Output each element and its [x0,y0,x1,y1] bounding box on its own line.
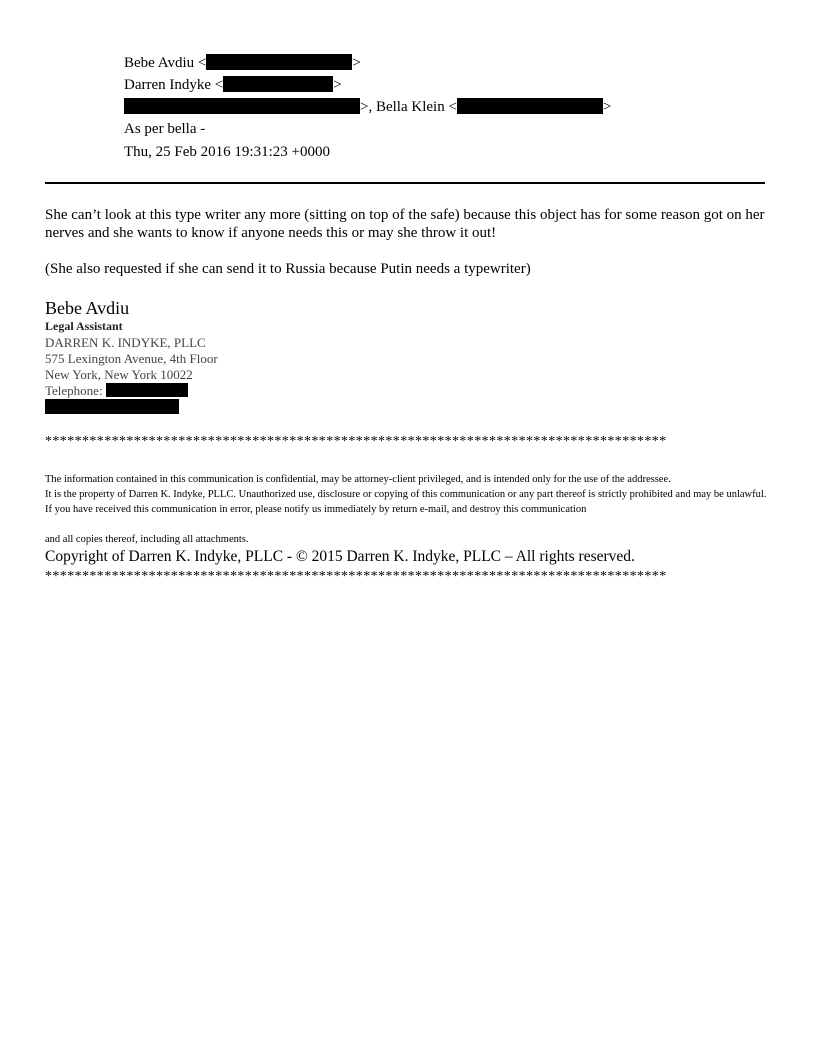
redaction-box [45,399,179,414]
to-value [124,76,342,94]
cc-close: > [602,99,612,115]
message-paragraph-2: (She also requested if she can send it to Russia because Putin needs a typewriter) [45,261,531,277]
signature-name: Bebe Avdiu [45,298,130,318]
redaction-box [457,98,603,114]
disclaimer-line-3: and all copies thereof, including all attachments. [45,534,249,545]
subject-value: As per bella - [124,121,206,137]
to-name: Darren Indyke < [124,77,224,93]
signature-firm: DARREN K. INDYKE, PLLC [45,335,206,350]
from-value [124,54,361,72]
signature-address-1: 575 Lexington Avenue, 4th Floor [45,351,218,366]
stars-divider-bottom: ************************************************************************************ [45,569,667,584]
from-name: Bebe Avdiu < [124,55,207,71]
signature-role: Legal Assistant [45,319,123,333]
telephone-label: Telephone: [45,383,103,398]
copyright-notice: Copyright of Darren K. Indyke, PLLC - © 2015 Darren K. Indyke, PLLC – All rights reserved. [45,548,635,565]
stars-divider-top: ************************************************************************************ [45,434,667,449]
signature-telephone [45,383,188,398]
header-divider [45,182,765,184]
message-paragraph-1: She can’t look at this type writer any more (sitting on top of the safe) because this object has for some reason got on her nerves and she wants to know if anyone needs this or may she throw it out! [45,207,765,241]
disclaimer-line-2: It is the property of Darren K. Indyke, PLLC. Unauthorized use, disclosure or copying of this communication or any part thereof is strictly prohibited and may be unlawful. If you have received this communication in error, please notify us immediately by return e-mail, and destroy this communication [45,489,767,515]
redaction-box [223,76,333,92]
disclaimer-line-1: The information contained in this communication is confidential, may be attorney-client privileged, and is intended only for the use of the addressee. [45,474,671,485]
cc-mid: >, Bella Klein < [360,99,457,115]
from-close: > [352,55,361,71]
redaction-box [106,383,188,397]
signature-address-2: New York, New York 10022 [45,367,193,382]
redaction-box [206,54,352,70]
cc-value [124,98,611,116]
redaction-box [124,98,360,114]
to-close: > [333,77,342,93]
date-value: Thu, 25 Feb 2016 19:31:23 +0000 [124,144,330,160]
